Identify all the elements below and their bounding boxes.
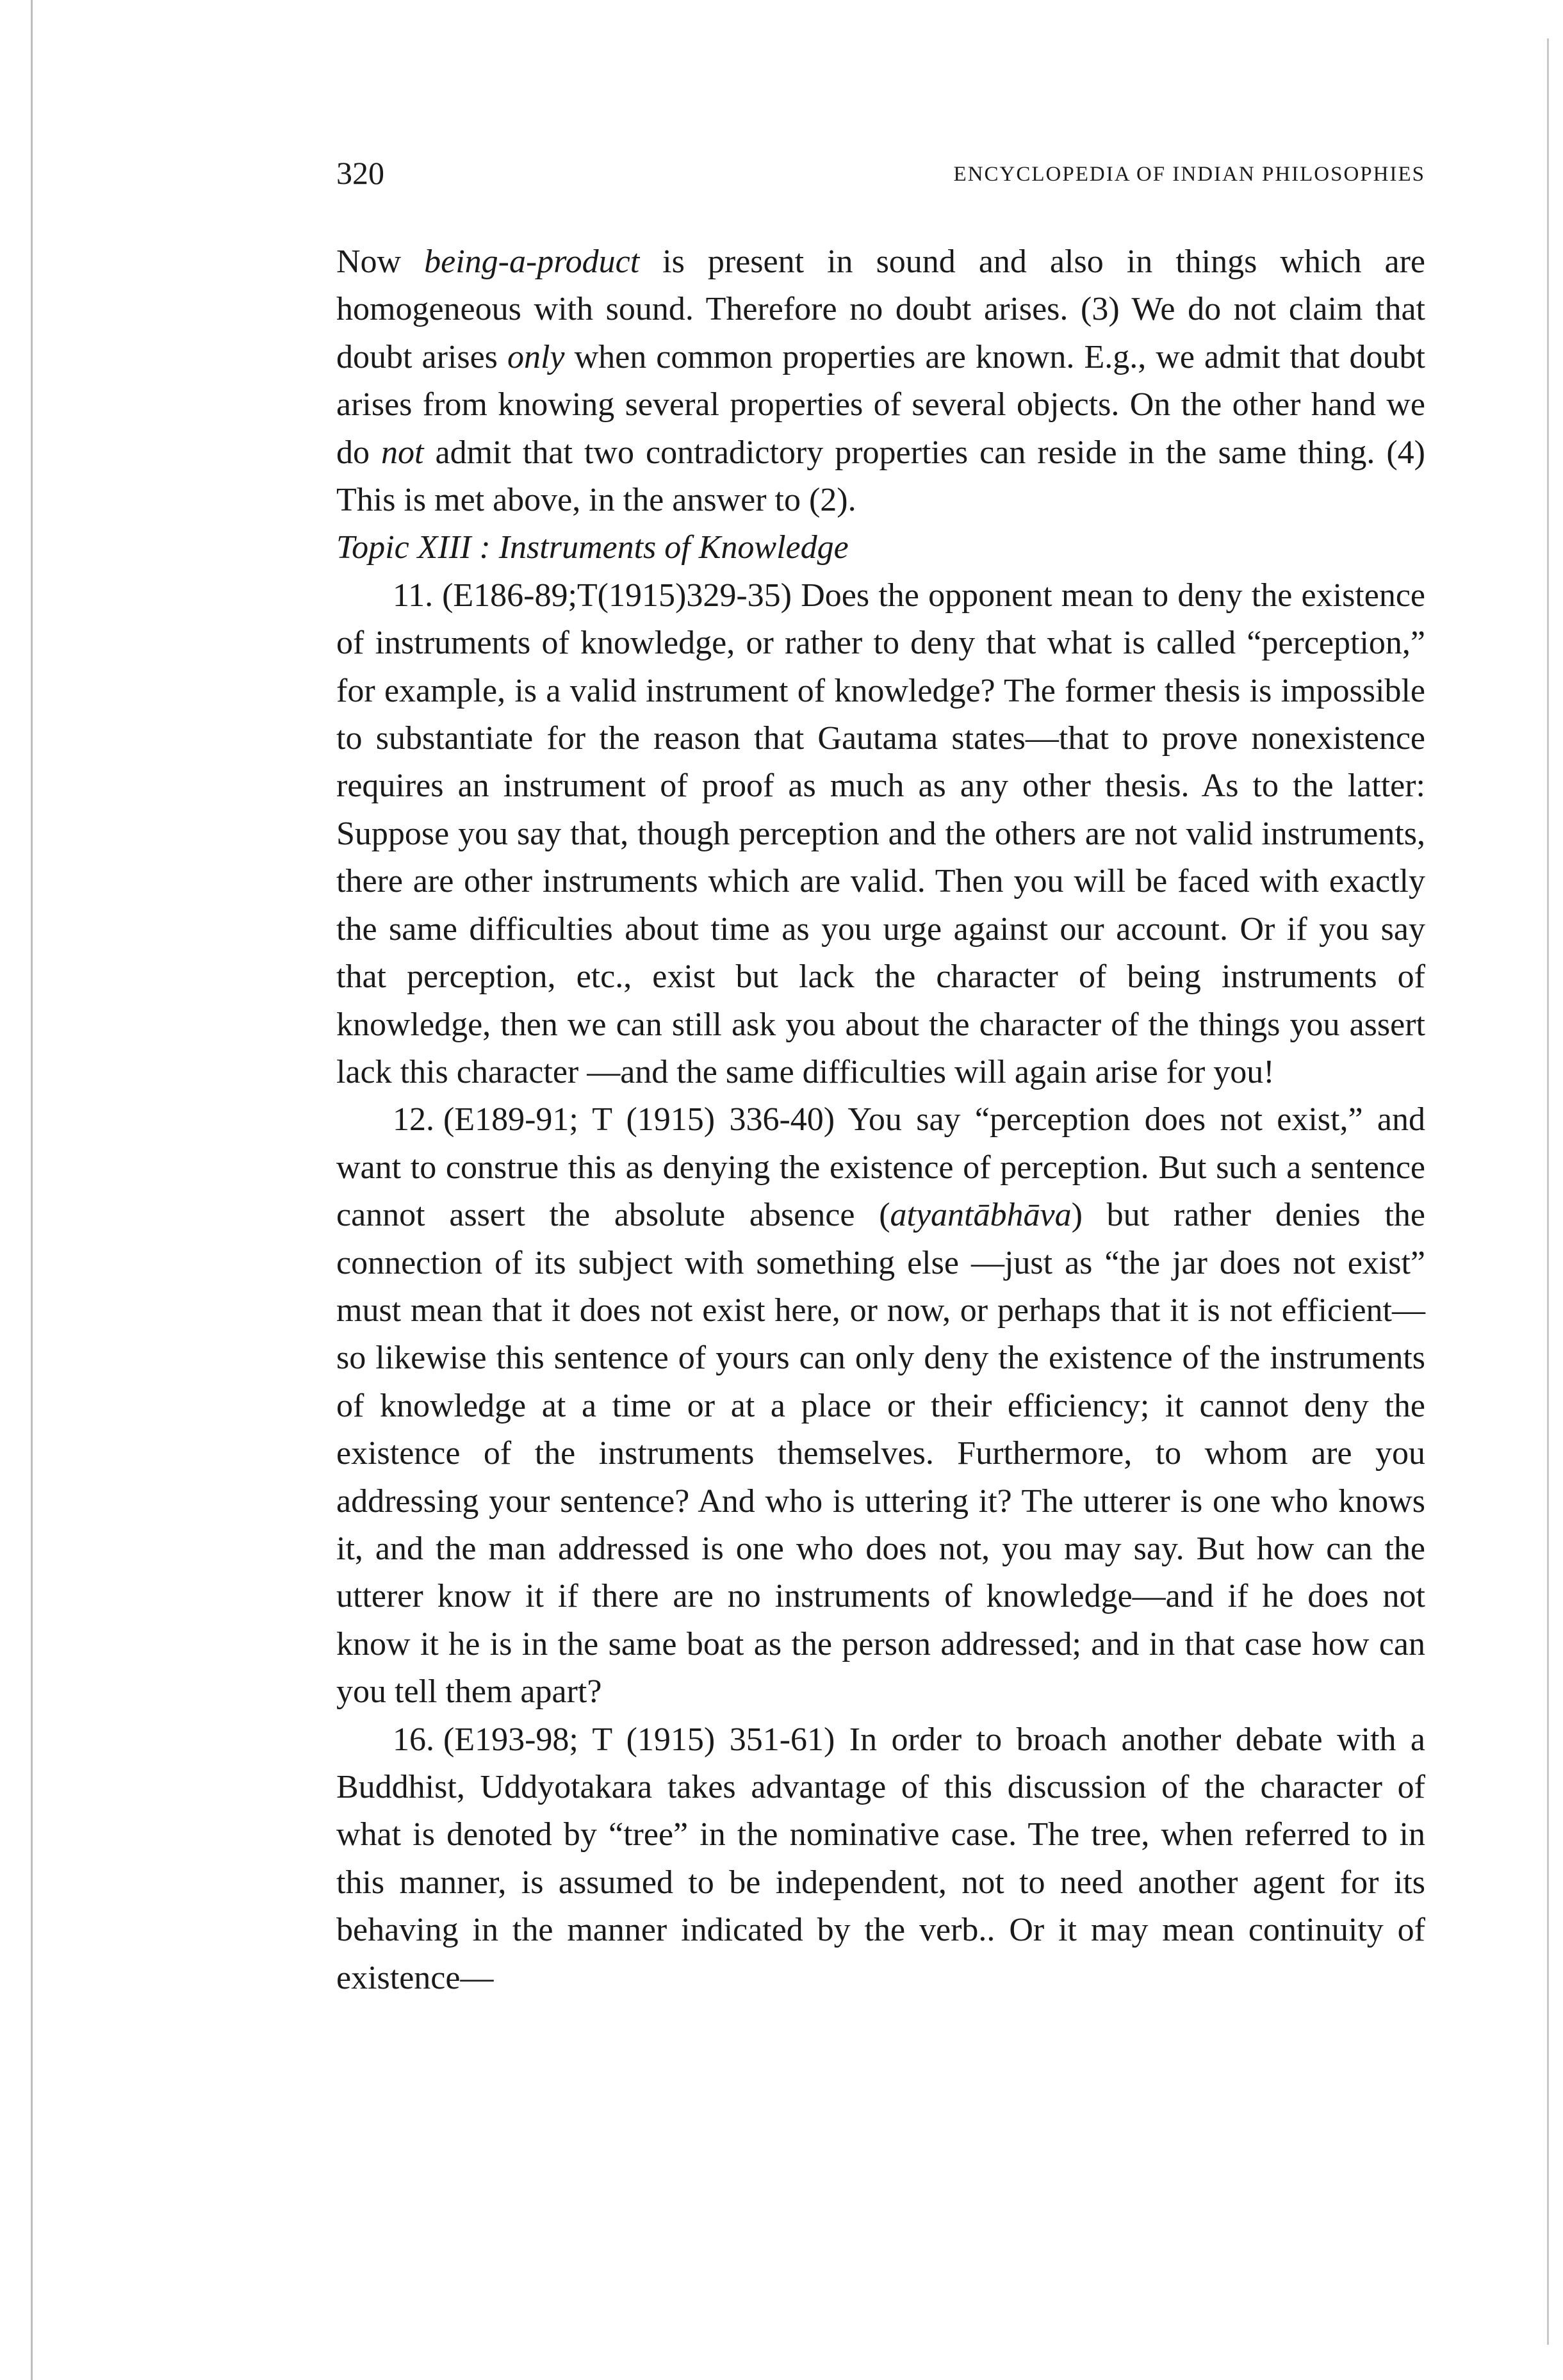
section-number: 12. xyxy=(393,1101,434,1138)
scan-edge-right xyxy=(1547,38,1549,2345)
section-text-1: (E189-91; T (1915) 336-40) You say “perception does not exist,” and want to construe this as denying the existence of perception. But such a sentence cannot assert the absolute absence ( xyxy=(336,1101,1425,1234)
page xyxy=(336,154,1425,2002)
section-number: 11. xyxy=(393,577,434,614)
running-head xyxy=(336,154,1425,192)
body-text xyxy=(336,238,1425,2002)
section-11 xyxy=(336,572,1425,1096)
topic-heading: Topic XIII : Instruments of Knowledge xyxy=(336,529,849,566)
intro-paragraph xyxy=(336,238,1425,524)
intro-italic-not: not xyxy=(381,434,424,471)
section-italic-atyantabhava: atyantābhāva xyxy=(890,1197,1072,1234)
intro-italic-being-a-product: being-a-product xyxy=(424,243,640,280)
intro-text-3: when common properties are known. E.g., we admit that doubt arises from knowing several properties of several objects. On the other hand we do xyxy=(336,338,1425,471)
section-text: (E186-89;T(1915)329-35) Does the opponent mean to deny the existence of instruments of knowledge, or rather to deny that what is called “perception,” for example, is a valid instrument of knowledge? The former thesis is impossible to substantiate for the reason that Gautama states—that to prove nonexistence requires an instrument of proof as much as any other thesis. As to the latter: Suppose you say that, though perception and the others are not valid instruments, there are other instruments which are valid. Then you will be faced with exactly the same difficulties about time as you urge against our account. Or if you say that perception, etc., exist but lack the character of being instruments of knowledge, then we can still ask you about the character of the things you assert lack this character —and the same difficulties will again arise for you! xyxy=(336,577,1425,1090)
page-number: 320 xyxy=(336,155,384,191)
running-title: ENCYCLOPEDIA OF INDIAN PHILOSOPHIES xyxy=(953,163,1425,186)
intro-text-2: is present in sound and also in things which are homogeneous with sound. Therefore no doubt arises. (3) We do not claim that doubt arises xyxy=(336,243,1425,375)
intro-text-1: Now xyxy=(336,243,425,280)
section-text-2: ) but rather denies the connection of its subject with something else —just as “the jar does not exist” must mean that it does not exist here, or now, or perhaps that it is not efficient—so likewise this sentence of yours can only deny the existence of the instruments of knowledge at a time or at a place or their efficiency; it cannot deny the existence of the instruments themselves. Furthermore, to whom are you addressing your sentence? And who is uttering it? The utterer is one who knows it, and the man addressed is one who does not, you may say. But how can the utterer know it if there are no instruments of knowledge—and if he does not know it he is in the same boat as the person addressed; and in that case how can you tell them apart? xyxy=(336,1197,1426,1711)
section-12 xyxy=(336,1096,1425,1716)
scan-edge-left xyxy=(31,0,33,2380)
intro-italic-only: only xyxy=(507,338,565,375)
section-text: (E193-98; T (1915) 351-61) In order to broach another debate with a Buddhist, Uddyotakara takes advantage of this discussion of the character of what is denoted by “tree” in the nominative case. The tree, when referred to in this manner, is assumed to be independent, not to need another agent for its behaving in the manner indicated by the verb.. Or it may mean continuity of existence— xyxy=(336,1721,1425,1996)
intro-text-4: admit that two contradictory properties can reside in the same thing. (4) This is met above, in the answer to (2). xyxy=(336,434,1426,519)
section-number: 16. xyxy=(393,1721,434,1758)
section-16 xyxy=(336,1716,1425,2002)
